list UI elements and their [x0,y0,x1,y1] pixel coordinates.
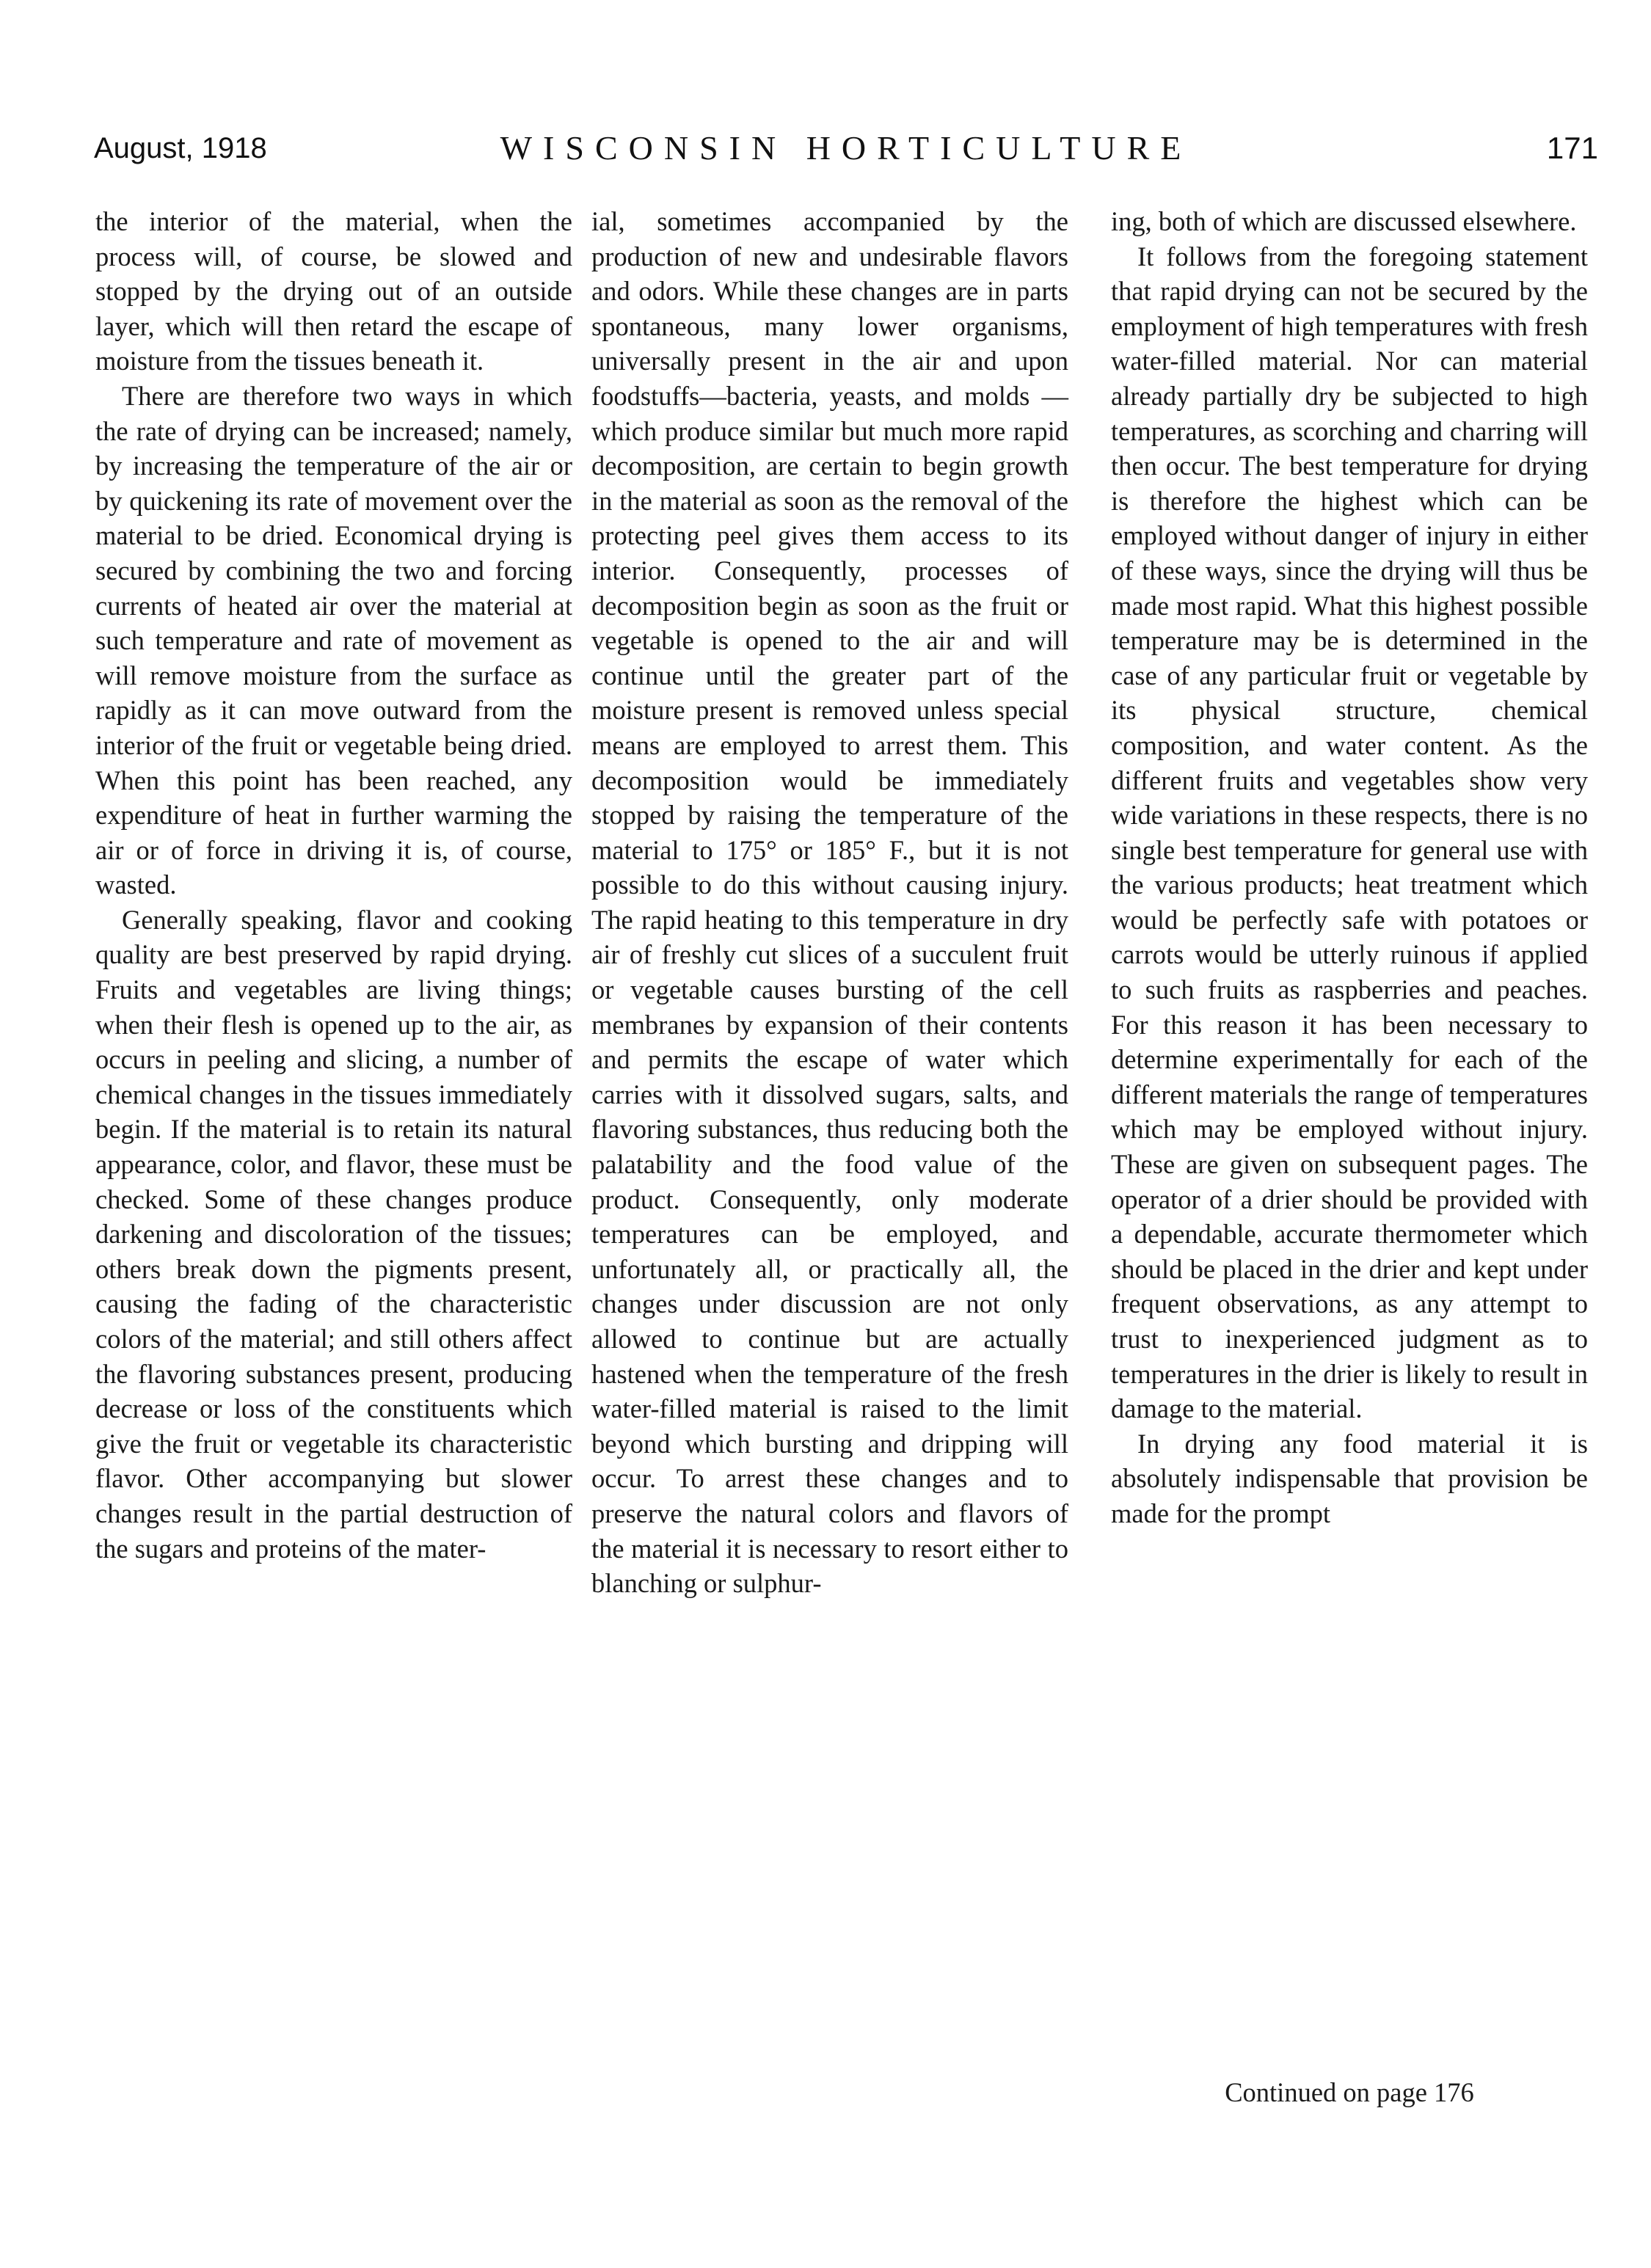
paragraph: In drying any food material it is absolutely indispensable that provision be made for the prompt [1111,1428,1588,1528]
publication-title: WISCONSIN HORTICULTURE [500,129,1192,167]
text-column-1 [95,204,572,1566]
issue-date: August, 1918 [94,132,267,164]
running-header [94,126,1598,170]
continued-note: Continued on page 176 [1225,2077,1474,2107]
paragraph: It follows from the foregoing statement that rapid drying can not be secured by the employment of high temperatures with fresh water-filled material. Nor can material already partially dry be subjected to high temperatures, as scorching and charring will then occur. The best temperature for drying is therefore the highest which can be employed without danger of injury in either of these ways, since the drying will thus be made most rapid. What this highest possible temperature may be is determined in the case of any particular fruit or vegetable by its physical structure, chemical composition, and water content. As the different fruits and vegetables show very wide variations in these respects, there is no single best temperature for general use with the various products; heat treatment which would be perfectly safe with potatoes or carrots would be utterly ruinous if applied to such fruits as raspberries and peaches. For this reason it has been necessary to determine experimentally for each of the different materials the range of temperatures which may be employed without injury. These are given on subsequent pages. The operator of a drier should be provided with a dependable, accurate thermometer which should be placed in the drier and kept under frequent observations, as any attempt to trust to inexperienced judgment as to temperatures in the drier is likely to result in damage to the material. [1111,241,1588,1424]
paragraph: ing, both of which are discussed elsewhere. [1111,206,1577,236]
text-column-2 [591,204,1068,1601]
page-number: 171 [1546,131,1598,165]
paragraph: ial, sometimes accompanied by the production of new and undesirable flavors and odors. While these changes are in parts spontaneous, many lower organisms, universally present in the air and upon foodstuffs—bacteria, yeasts, and molds —which produce similar but much more rapid decomposition, are certain to begin growth in the material as soon as the removal of the protecting peel gives them access to its interior. Consequently, processes of decomposition begin as soon as the fruit or vegetable is opened to the air and will continue until the greater part of the moisture present is removed unless special means are employed to arrest them. This decomposition would be immediately stopped by raising the temperature of the material to 175° or 185° F., but it is not possible to do this without causing injury. The rapid heating to this temperature in dry air of freshly cut slices of a succulent fruit or vegetable causes bursting of the cell membranes by expansion of their contents and permits the escape of water which carries with it dissolved sugars, salts, and flavoring substances, thus reducing both the palatability and the food value of the product. Consequently, only moderate temperatures can be employed, and unfortunately all, or practically all, the changes under discussion are not only allowed to continue but are actually hastened when the temperature of the fresh water-filled material is raised to the limit beyond which bursting and dripping will occur. To arrest these changes and to preserve the natural colors and flavors of the material it is necessary to resort either to blanching or sulphur- [591,206,1068,1599]
paragraph: There are therefore two ways in which the rate of drying can be increased; namely, by increasing the temperature of the air or by quickening its rate of movement over the material to be dried. Economical drying is secured by combining the two and forcing currents of heated air over the material at such temperature and rate of movement as will remove moisture from the surface as rapidly as it can move outward from the interior of the fruit or vegetable being dried. When this point has been reached, any expenditure of heat in further warming the air or of force in driving it is, of course, wasted. [95,380,572,900]
paragraph: the interior of the material, when the process will, of course, be slowed and stopped by the drying out of an outside layer, which will then retard the escape of moisture from the tissues beneath it. [95,206,572,376]
paragraph: Generally speaking, flavor and cooking quality are best preserved by rapid drying. Fruits and vegetables are living things; when their flesh is opened up to the air, as occurs in peeling and slicing, a number of chemical changes in the tissues immediately begin. If the material is to retain its natural appearance, color, and flavor, these must be checked. Some of these changes produce darkening and discoloration of the tissues; others break down the pigments present, causing the fading of the characteristic colors of the material; and still others affect the flavoring substances present, producing decrease or loss of the constituents which give the fruit or vegetable its characteristic flavor. Other accompanying but slower changes result in the partial destruction of the sugars and proteins of the mater- [95,904,572,1564]
text-column-3 [1111,204,1588,1531]
